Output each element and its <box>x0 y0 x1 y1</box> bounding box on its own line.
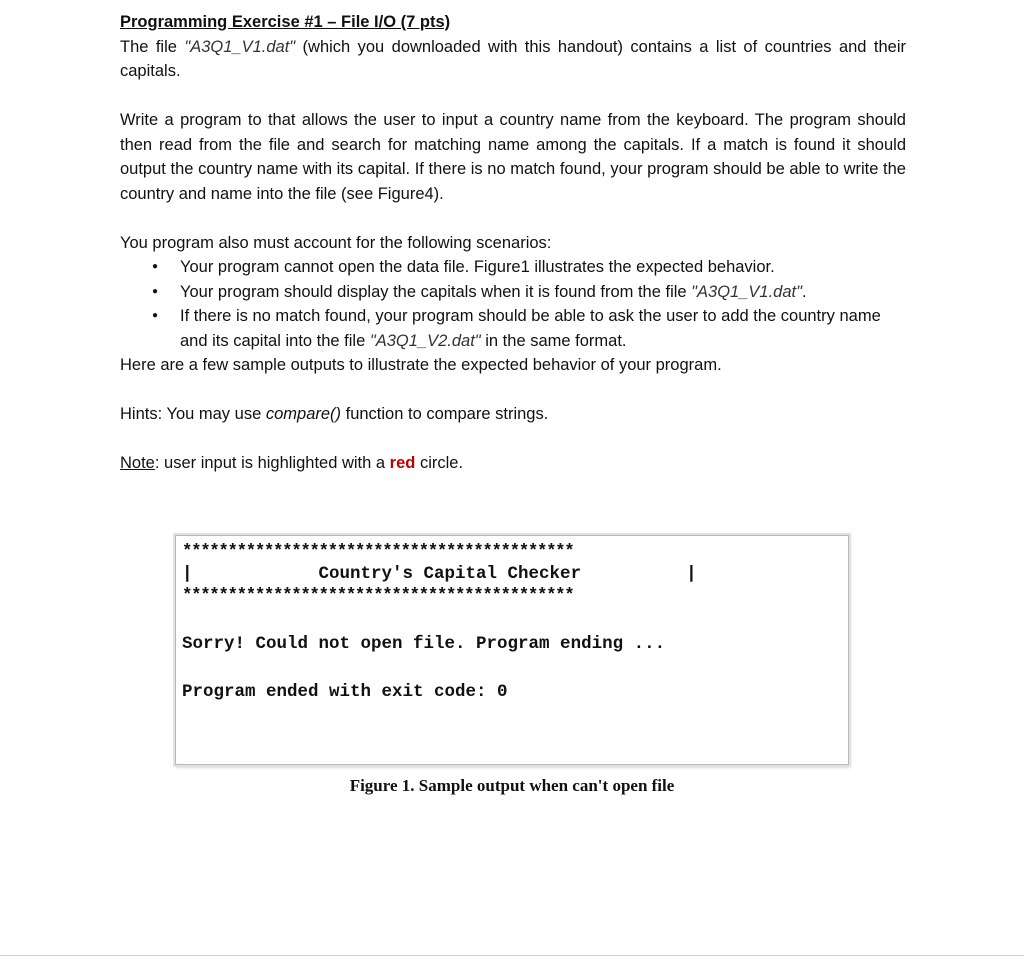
list-item: ● Your program cannot open the data file. Figure1 illustrates the expected behavior. <box>180 255 906 280</box>
task-paragraph: Write a program to that allows the user to input a country name from the keyboard. The program should then read from the file and search for matching name among the capitals. If a match is found it should output the country name with its capital. If there is no match found, your program should be able to write the country and name into the file (see Figure4). <box>120 111 906 203</box>
compare-function: compare() <box>265 405 342 423</box>
file-name-v2: "A3Q1_V2.dat" <box>369 331 481 350</box>
console-output-figure <box>175 535 849 765</box>
scenario-list <box>120 255 906 353</box>
console-header: | Country's Capital Checker | <box>182 564 697 584</box>
note-line: Note: user input is highlighted with a red circle. <box>120 454 464 472</box>
note-label: Note <box>120 454 155 472</box>
error-message: Sorry! Could not open file. Program ending ... <box>182 634 666 654</box>
exercise-title: Programming Exercise #1 – File I/O (7 pts) <box>120 13 451 31</box>
samples-line: Here are a few sample outputs to illustrate the expected behavior of your program. <box>120 356 722 374</box>
red-word: red <box>389 454 416 472</box>
document-body <box>120 10 906 476</box>
scenarios-intro: You program also must account for the following scenarios: <box>120 233 552 252</box>
figure-caption: Figure 1. Sample output when can't open file <box>349 776 675 795</box>
file-name-v1: "A3Q1_V1.dat" <box>184 37 296 56</box>
exit-code-line: Program ended with exit code: 0 <box>182 682 508 702</box>
hints-line: Hints: You may use compare() function to compare strings. <box>120 405 549 423</box>
stars-top: ******************************************* <box>182 542 574 562</box>
intro-paragraph: The file "A3Q1_V1.dat" (which you downloaded with this handout) contains a list of countries and their capitals. <box>120 37 906 80</box>
list-item: ● If there is no match found, your program should be able to ask the user to add the country name and its capital into the file "A3Q1_V2.dat" in the same format. <box>180 304 906 353</box>
file-name-v1: "A3Q1_V1.dat" <box>691 282 802 301</box>
list-item: ● Your program should display the capitals when it is found from the file "A3Q1_V1.dat". <box>180 280 906 305</box>
page-divider <box>0 955 1024 956</box>
stars-bottom: ******************************************* <box>182 586 574 606</box>
